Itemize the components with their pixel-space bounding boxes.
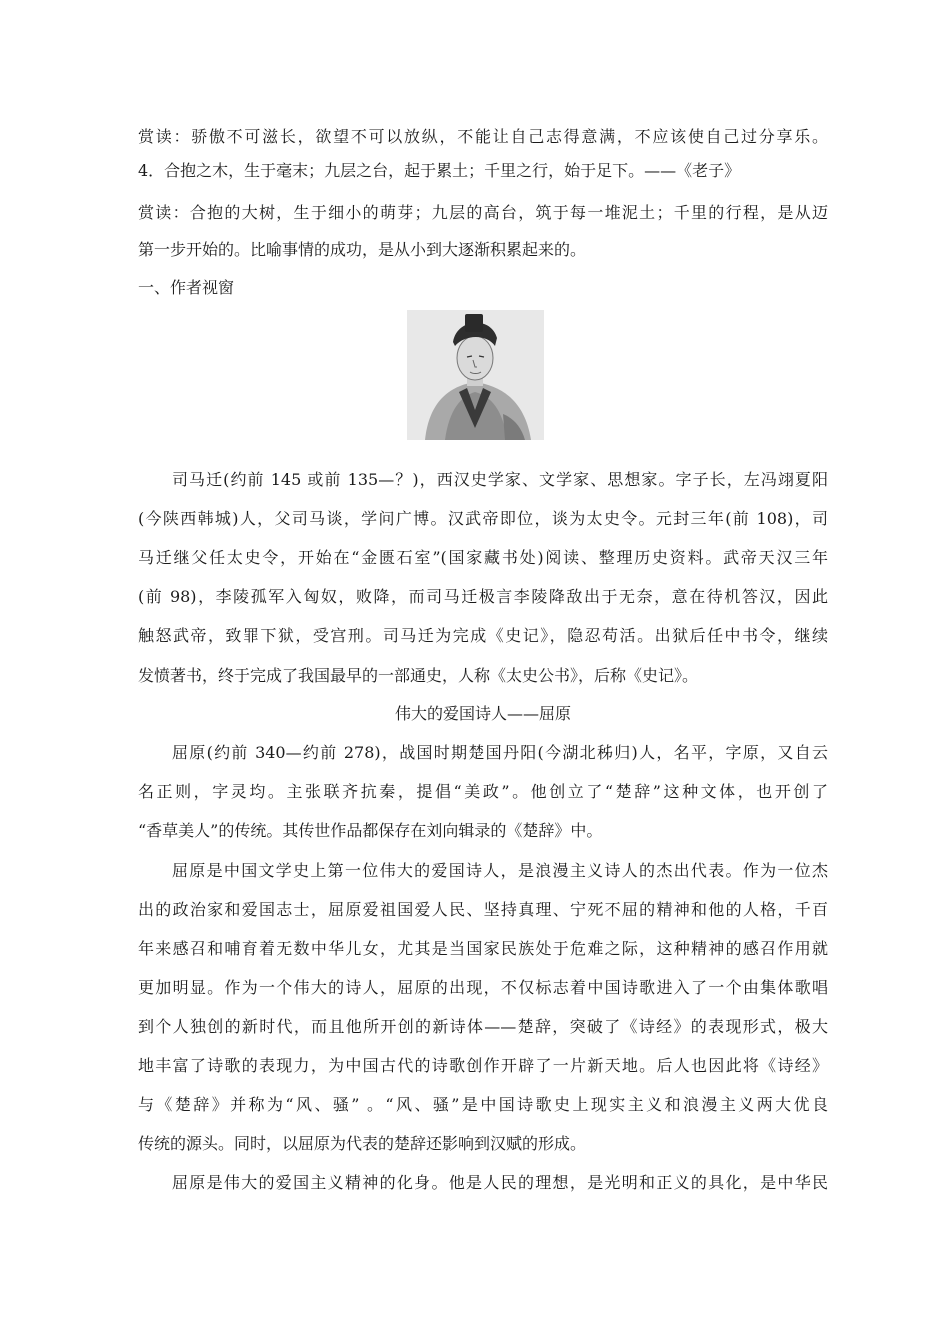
quyuan-title: 伟大的爱国诗人——屈原	[394, 704, 571, 723]
quyuan-p3-line-1: 屈原是伟大的爱国主义精神的化身。他是人民的理想，是光明和正义的具化，是中华民	[172, 1173, 828, 1192]
appreciation-line-2b: 第一步开始的。比喻事情的成功，是从小到大逐渐积累起来的。	[138, 240, 587, 259]
quyuan-p2-line-4: 更加明显。作为一个伟大的诗人，屈原的出现，不仅标志着中国诗歌进入了一个由集体歌唱	[138, 978, 828, 997]
quyuan-p2-line-3: 年来感召和哺育着无数中华儿女，尤其是当国家民族处于危难之际，这种精神的感召作用就	[138, 939, 828, 958]
quyuan-p1-line-3: “香草美人”的传统。其传世作品都保存在刘向辑录的《楚辞》中。	[138, 821, 603, 840]
quyuan-p1-line-1: 屈原(约前 340—约前 278)，战国时期楚国丹阳(今湖北秭归)人，名平，字原，又自云	[172, 743, 828, 762]
simaqian-line-3: 马迁继父任太史令，开始在“金匮石室”(国家藏书处)阅读、整理历史资料。武帝天汉三年	[138, 548, 828, 567]
sima-qian-portrait	[407, 310, 544, 440]
proverb-laozi: 4．合抱之木，生于毫末；九层之台，起于累土；千里之行，始于足下。——《老子》	[138, 161, 741, 180]
appreciation-line-1: 赏读：骄傲不可滋长，欲望不可以放纵，不能让自己志得意满，不应该使自己过分享乐。	[138, 127, 828, 146]
simaqian-line-1: 司马迁(约前 145 或前 135—？)，西汉史学家、文学家、思想家。字子长，左冯翊夏阳	[172, 470, 828, 489]
quyuan-p1-line-2: 名正则，字灵均。主张联齐抗秦，提倡“美政”。他创立了“楚辞”这种文体，也开创了	[138, 782, 828, 801]
quyuan-p2-line-2: 出的政治家和爱国志士，屈原爱祖国爱人民、坚持真理、宁死不屈的精神和他的人格，千百	[138, 900, 828, 919]
simaqian-line-4: (前 98)，李陵孤军入匈奴，败降，而司马迁极言李陵降敌出于无奈，意在待机答汉，因此	[138, 587, 828, 606]
quyuan-p2-line-8: 传统的源头。同时，以屈原为代表的楚辞还影响到汉赋的形成。	[138, 1134, 587, 1153]
appreciation-line-2a: 赏读：合抱的大树，生于细小的萌芽；九层的高台，筑于每一堆泥土；千里的行程，是从迈	[138, 203, 828, 222]
quyuan-p2-line-5: 到个人独创的新时代，而且他所开创的新诗体——楚辞，突破了《诗经》的表现形式，极大	[138, 1017, 828, 1036]
quyuan-p2-line-1: 屈原是中国文学史上第一位伟大的爱国诗人，是浪漫主义诗人的杰出代表。作为一位杰	[172, 861, 828, 880]
section-heading-author-window: 一、作者视窗	[138, 278, 235, 297]
simaqian-line-5: 触怒武帝，致罪下狱，受宫刑。司马迁为完成《史记》，隐忍苟活。出狱后任中书令，继续	[138, 626, 828, 645]
quyuan-p2-line-7: 与《楚辞》并称为“风、骚” 。“风、骚”是中国诗歌史上现实主义和浪漫主义两大优良	[138, 1095, 828, 1114]
quyuan-p2-line-6: 地丰富了诗歌的表现力，为中国古代的诗歌创作开辟了一片新天地。后人也因此将《诗经》	[138, 1056, 828, 1075]
simaqian-line-6: 发愤著书，终于完成了我国最早的一部通史，人称《太史公书》，后称《史记》。	[138, 666, 699, 685]
simaqian-line-2: (今陕西韩城)人，父司马谈，学问广博。汉武帝即位，谈为太史令。元封三年(前 108)，司	[138, 509, 828, 528]
